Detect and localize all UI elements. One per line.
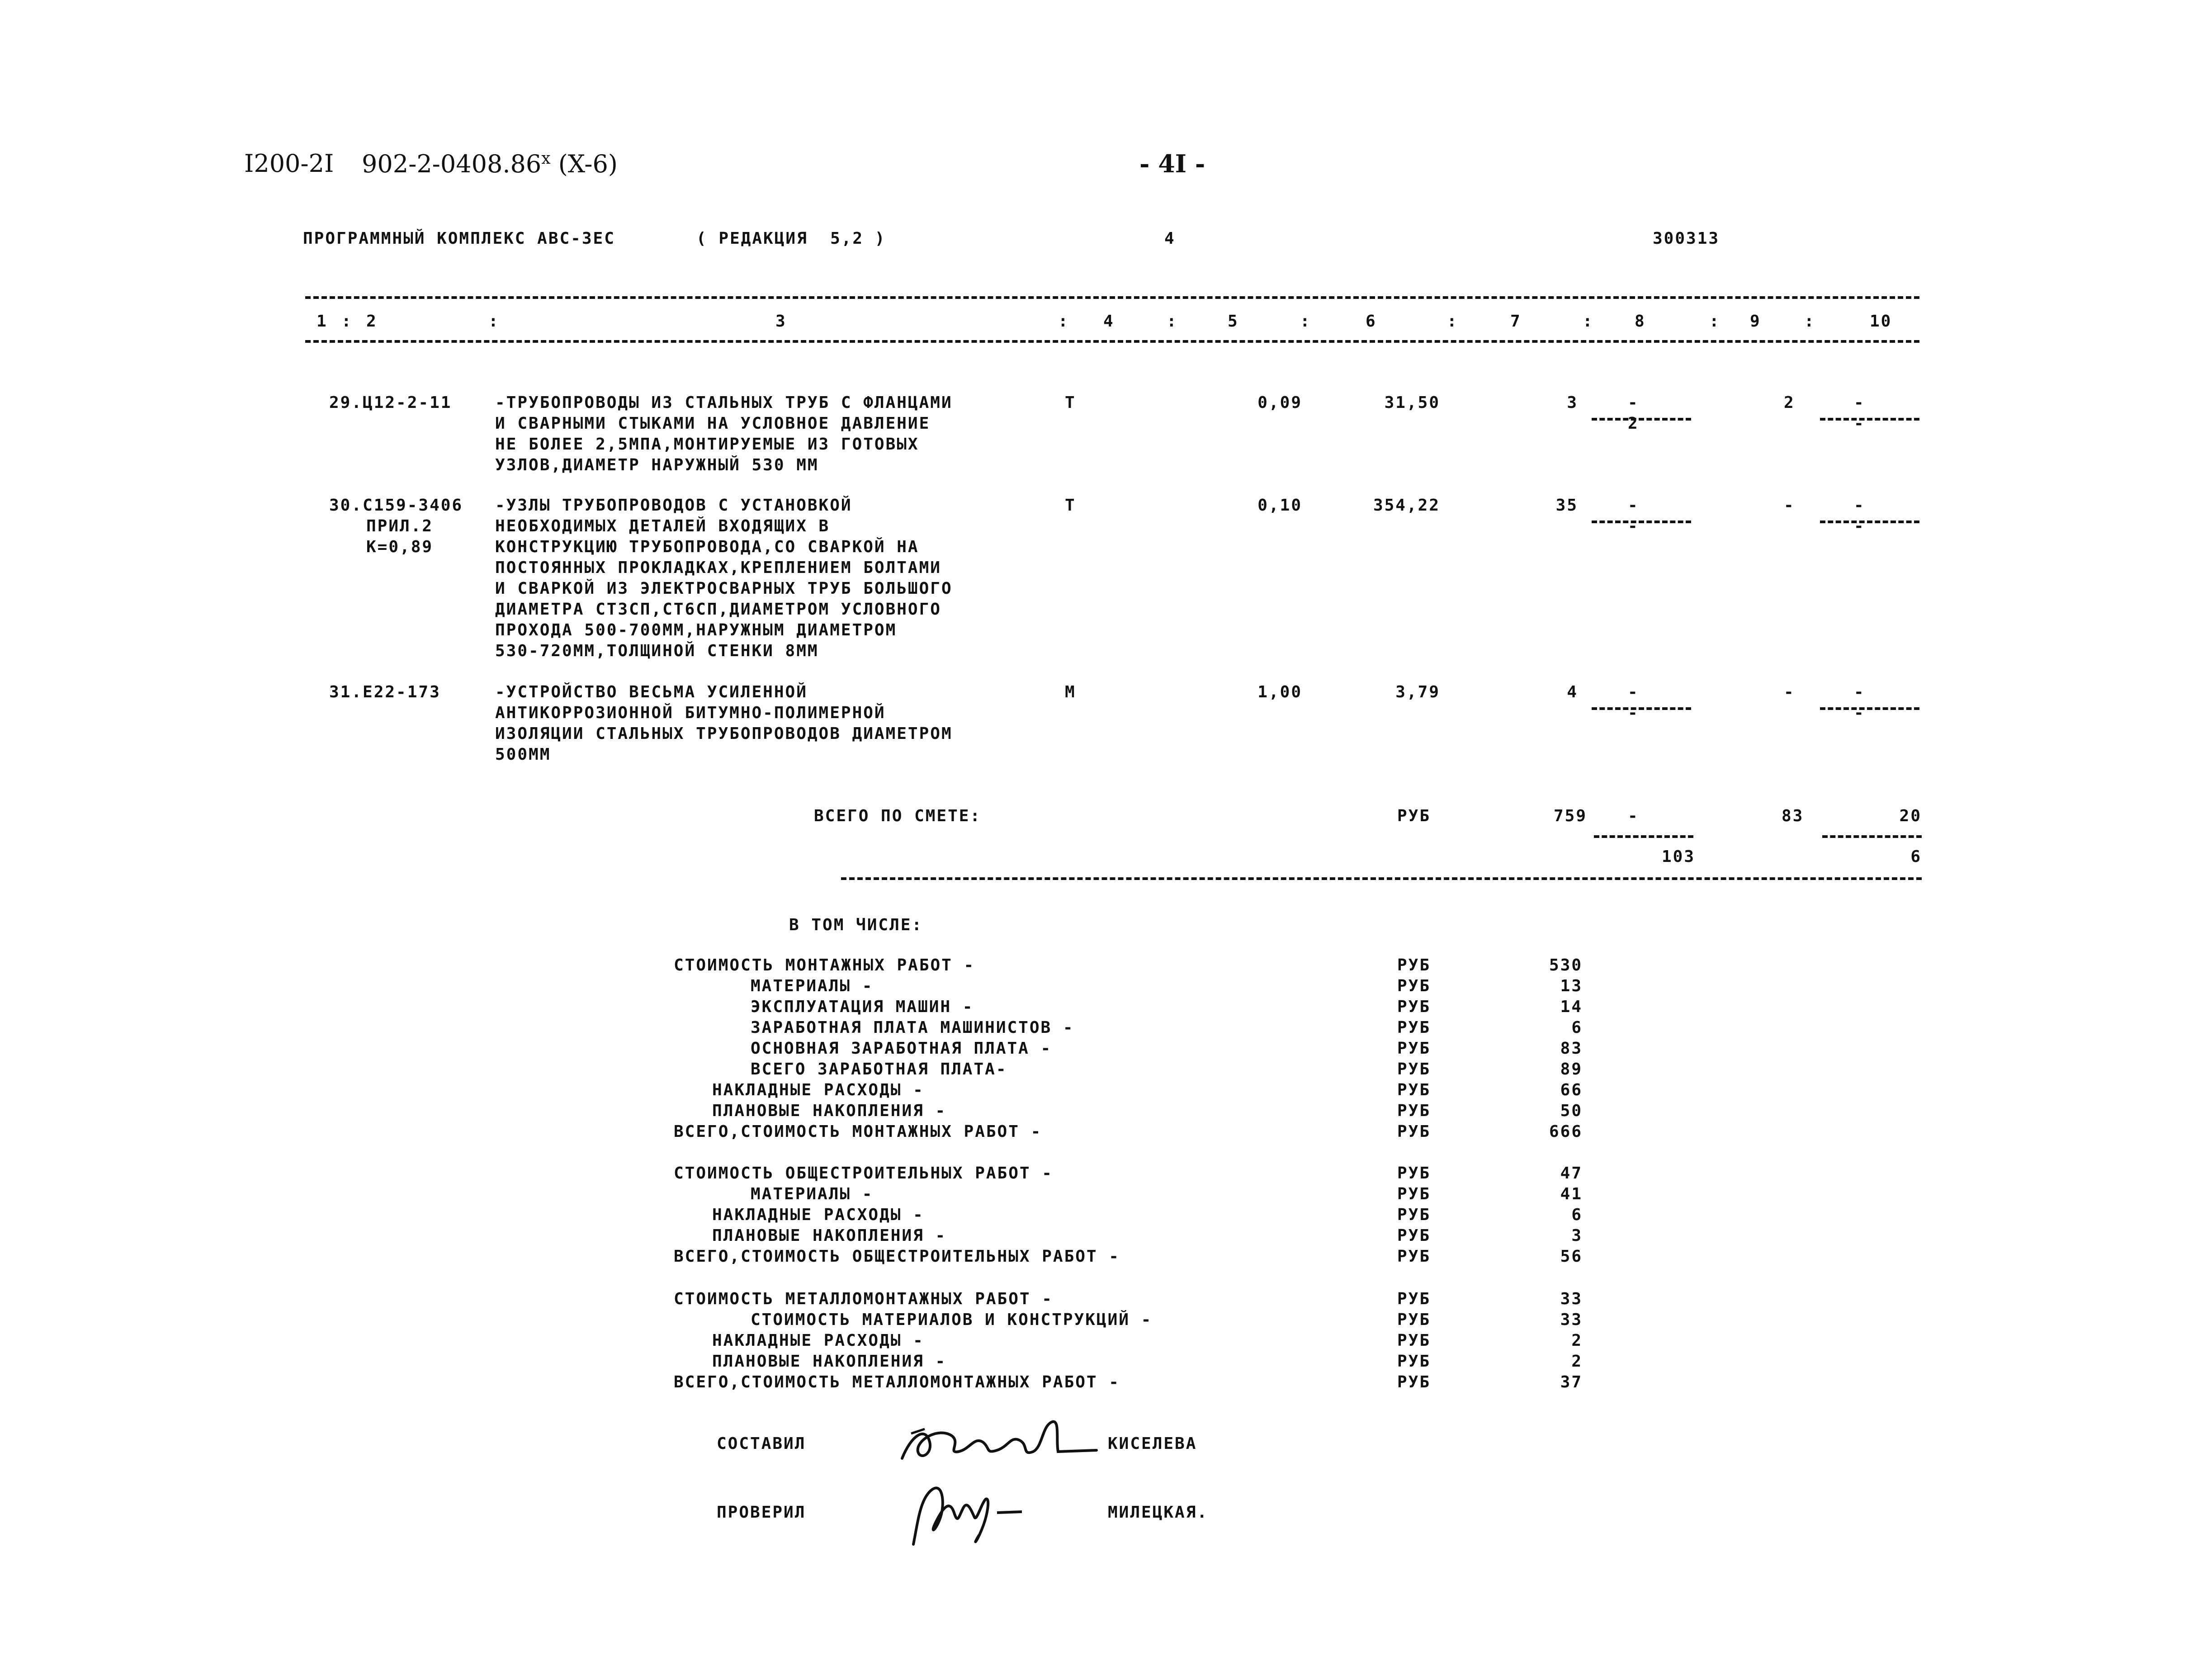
- row-description-line: НЕОБХОДИМЫХ ДЕТАЛЕЙ ВХОДЯЩИХ В: [495, 517, 830, 535]
- row-col10: -: [1854, 496, 1865, 515]
- total-bottom-divider: [841, 877, 1922, 880]
- row-col10-divider: [1820, 418, 1919, 421]
- row-description-line: И СВАРНЫМИ СТЫКАМИ НА УСЛОВНОЕ ДАВЛЕНИЕ: [495, 414, 931, 433]
- breakdown-unit: РУБ: [1397, 1226, 1431, 1245]
- row-col10-divider: [1820, 707, 1919, 710]
- breakdown-unit: РУБ: [1397, 1311, 1431, 1329]
- breakdown-value: 37: [1560, 1373, 1583, 1391]
- checked-signature-image: [904, 1472, 1040, 1553]
- breakdown-label: ПЛАНОВЫЕ НАКОПЛЕНИЯ -: [712, 1352, 947, 1371]
- breakdown-unit: РУБ: [1397, 998, 1431, 1016]
- row-col10-low: -: [1854, 414, 1865, 433]
- row-col10: -: [1854, 393, 1865, 412]
- total-col10: 20: [1899, 807, 1922, 825]
- breakdown-value: 6: [1571, 1018, 1583, 1037]
- compiled-signature-image: [893, 1409, 1106, 1472]
- row-description-line: КОНСТРУКЦИЮ ТРУБОПРОВОДА,СО СВАРКОЙ НА: [495, 538, 919, 556]
- breakdown-value: 41: [1560, 1185, 1583, 1203]
- row-description-line: И СВАРКОЙ ИЗ ЭЛЕКТРОСВАРНЫХ ТРУБ БОЛЬШОГО: [495, 579, 953, 598]
- breakdown-title: В ТОМ ЧИСЛЕ:: [789, 916, 923, 934]
- breakdown-unit: РУБ: [1397, 1081, 1431, 1099]
- row-col9: -: [1784, 683, 1795, 701]
- row-price: 31,50: [1384, 393, 1440, 412]
- column-separator: :: [1583, 312, 1594, 331]
- breakdown-unit: РУБ: [1397, 1102, 1431, 1120]
- total-col7: 759: [1553, 807, 1587, 825]
- column-separator: :: [1058, 312, 1069, 331]
- breakdown-unit: РУБ: [1397, 1185, 1431, 1203]
- column-header-3: 3: [775, 312, 787, 331]
- breakdown-label: ВСЕГО,СТОИМОСТЬ МЕТАЛЛОМОНТАЖНЫХ РАБОТ -: [674, 1373, 1120, 1391]
- breakdown-label: СТОИМОСТЬ МЕТАЛЛОМОНТАЖНЫХ РАБОТ -: [674, 1290, 1053, 1308]
- column-header-1: 1: [317, 312, 328, 331]
- column-separator: :: [1167, 312, 1178, 331]
- page-number: - 4I -: [1139, 149, 1205, 178]
- row-quantity: 0,10: [1257, 496, 1302, 515]
- total-col8-divider: [1594, 835, 1693, 838]
- checked-name: МИЛЕЦКАЯ.: [1108, 1503, 1209, 1522]
- row-col7: 4: [1567, 683, 1578, 701]
- breakdown-label: ЭКСПЛУАТАЦИЯ МАШИН -: [751, 998, 974, 1016]
- breakdown-value: 2: [1571, 1331, 1583, 1350]
- breakdown-label: ЗАРАБОТНАЯ ПЛАТА МАШИНИСТОВ -: [751, 1018, 1074, 1037]
- total-col8-low: 103: [1662, 847, 1696, 866]
- breakdown-value: 66: [1560, 1081, 1583, 1099]
- program-page: 4: [1164, 229, 1176, 248]
- breakdown-unit: РУБ: [1397, 1373, 1431, 1391]
- column-header-2: 2: [366, 312, 378, 331]
- row-description-line: УЗЛОВ,ДИАМЕТР НАРУЖНЫЙ 530 ММ: [495, 456, 819, 474]
- breakdown-value: 50: [1560, 1102, 1583, 1120]
- breakdown-value: 33: [1560, 1311, 1583, 1329]
- program-edition: ( РЕДАКЦИЯ 5,2 ): [696, 229, 886, 248]
- header-top-divider: [305, 296, 1919, 299]
- column-header-8: 8: [1635, 312, 1646, 331]
- row-description-line: -ТРУБОПРОВОДЫ ИЗ СТАЛЬНЫХ ТРУБ С ФЛАНЦАМИ: [495, 393, 953, 412]
- row-description-line: АНТИКОРРОЗИОННОЙ БИТУМНО-ПОЛИМЕРНОЙ: [495, 704, 886, 722]
- row-col10-low: -: [1854, 704, 1865, 722]
- row-description-line: ИЗОЛЯЦИИ СТАЛЬНЫХ ТРУБОПРОВОДОВ ДИАМЕТРОМ: [495, 724, 953, 743]
- total-col9: 83: [1782, 807, 1804, 825]
- breakdown-value: 530: [1549, 956, 1583, 975]
- row-number-note: ПРИЛ.2: [366, 517, 434, 535]
- breakdown-label: ВСЕГО,СТОИМОСТЬ ОБЩЕСТРОИТЕЛЬНЫХ РАБОТ -: [674, 1247, 1120, 1266]
- breakdown-label: НАКЛАДНЫЕ РАСХОДЫ -: [712, 1331, 924, 1350]
- column-header-10: 10: [1870, 312, 1892, 331]
- row-col10: -: [1854, 683, 1865, 701]
- breakdown-value: 666: [1549, 1122, 1583, 1141]
- column-header-6: 6: [1366, 312, 1377, 331]
- breakdown-label: НАКЛАДНЫЕ РАСХОДЫ -: [712, 1081, 924, 1099]
- row-col8-low: -: [1628, 704, 1639, 722]
- breakdown-value: 47: [1560, 1164, 1583, 1183]
- row-col10-divider: [1820, 520, 1919, 523]
- header-bottom-divider: [305, 340, 1919, 343]
- row-col9: 2: [1784, 393, 1795, 412]
- row-quantity: 1,00: [1257, 683, 1302, 701]
- breakdown-unit: РУБ: [1397, 1164, 1431, 1183]
- column-separator: :: [1709, 312, 1720, 331]
- row-description-line: ДИАМЕТРА СТ3СП,СТ6СП,ДИАМЕТРОМ УСЛОВНОГО: [495, 600, 941, 619]
- row-col8-low: 2: [1628, 414, 1639, 433]
- breakdown-unit: РУБ: [1397, 1018, 1431, 1037]
- breakdown-unit: РУБ: [1397, 1060, 1431, 1079]
- breakdown-value: 6: [1571, 1206, 1583, 1224]
- row-col8-divider: [1592, 520, 1691, 523]
- row-number: 29.Ц12-2-11: [329, 393, 452, 412]
- column-separator: :: [1804, 312, 1815, 331]
- column-separator: :: [1447, 312, 1458, 331]
- row-number-note: К=0,89: [366, 538, 434, 556]
- row-description-line: НЕ БОЛЕЕ 2,5МПА,МОНТИРУЕМЫЕ ИЗ ГОТОВЫХ: [495, 435, 919, 454]
- row-quantity: 0,09: [1257, 393, 1302, 412]
- breakdown-unit: РУБ: [1397, 1352, 1431, 1371]
- compiled-name: КИСЕЛЕВА: [1108, 1434, 1197, 1453]
- breakdown-label: ОСНОВНАЯ ЗАРАБОТНАЯ ПЛАТА -: [751, 1039, 1052, 1058]
- breakdown-value: 13: [1560, 977, 1583, 995]
- row-price: 354,22: [1373, 496, 1440, 515]
- breakdown-unit: РУБ: [1397, 1206, 1431, 1224]
- column-header-4: 4: [1103, 312, 1115, 331]
- project-code-suffix: (X-6): [558, 150, 618, 178]
- breakdown-value: 2: [1571, 1352, 1583, 1371]
- breakdown-unit: РУБ: [1397, 956, 1431, 975]
- breakdown-value: 56: [1560, 1247, 1583, 1266]
- breakdown-value: 89: [1560, 1060, 1583, 1079]
- column-header-9: 9: [1750, 312, 1761, 331]
- total-col10-low: 6: [1910, 847, 1922, 866]
- column-header-7: 7: [1510, 312, 1522, 331]
- breakdown-label: ВСЕГО,СТОИМОСТЬ МОНТАЖНЫХ РАБОТ -: [674, 1122, 1042, 1141]
- breakdown-unit: РУБ: [1397, 1122, 1431, 1141]
- row-col8: -: [1628, 496, 1639, 515]
- row-col8-divider: [1592, 707, 1691, 710]
- row-col8: -: [1628, 683, 1639, 701]
- breakdown-value: 3: [1571, 1226, 1583, 1245]
- row-description-line: 500ММ: [495, 745, 551, 764]
- program-code: 300313: [1653, 229, 1720, 248]
- row-number: 31.Е22-173: [329, 683, 441, 701]
- breakdown-label: ПЛАНОВЫЕ НАКОПЛЕНИЯ -: [712, 1102, 947, 1120]
- row-description-line: -УСТРОЙСТВО ВЕСЬМА УСИЛЕННОЙ: [495, 683, 808, 701]
- program-title: ПРОГРАММНЫЙ КОМПЛЕКС АВС-3ЕС: [303, 229, 615, 248]
- total-col8: -: [1628, 807, 1639, 825]
- row-unit: Т: [1065, 496, 1076, 515]
- row-col8-low: -: [1628, 517, 1639, 535]
- breakdown-unit: РУБ: [1397, 977, 1431, 995]
- breakdown-unit: РУБ: [1397, 1331, 1431, 1350]
- row-col7: 3: [1567, 393, 1578, 412]
- checked-label: ПРОВЕРИЛ: [717, 1503, 806, 1522]
- column-separator: :: [1300, 312, 1311, 331]
- column-separator: :: [341, 312, 353, 331]
- row-col9: -: [1784, 496, 1795, 515]
- compiled-label: СОСТАВИЛ: [717, 1434, 806, 1453]
- breakdown-label: ПЛАНОВЫЕ НАКОПЛЕНИЯ -: [712, 1226, 947, 1245]
- project-code: [362, 149, 618, 178]
- breakdown-label: СТОИМОСТЬ МОНТАЖНЫХ РАБОТ -: [674, 956, 975, 975]
- breakdown-label: НАКЛАДНЫЕ РАСХОДЫ -: [712, 1206, 924, 1224]
- total-label: ВСЕГО ПО СМЕТЕ:: [814, 807, 982, 825]
- row-col7: 35: [1555, 496, 1578, 515]
- sheet-code: I200-2I: [244, 149, 334, 178]
- row-col8: -: [1628, 393, 1639, 412]
- row-unit: М: [1065, 683, 1076, 701]
- row-description-line: ПОСТОЯННЫХ ПРОКЛАДКАХ,КРЕПЛЕНИЕМ БОЛТАМИ: [495, 558, 941, 577]
- row-col10-low: -: [1854, 517, 1865, 535]
- column-separator: :: [488, 312, 500, 331]
- row-description-line: -УЗЛЫ ТРУБОПРОВОДОВ С УСТАНОВКОЙ: [495, 496, 852, 515]
- breakdown-label: СТОИМОСТЬ ОБЩЕСТРОИТЕЛЬНЫХ РАБОТ -: [674, 1164, 1053, 1183]
- breakdown-label: СТОИМОСТЬ МАТЕРИАЛОВ И КОНСТРУКЦИЙ -: [751, 1311, 1153, 1329]
- row-unit: Т: [1065, 393, 1076, 412]
- row-price: 3,79: [1395, 683, 1440, 701]
- row-description-line: ПРОХОДА 500-700ММ,НАРУЖНЫМ ДИАМЕТРОМ: [495, 621, 897, 639]
- project-code-superscript: x: [541, 149, 551, 168]
- row-number: 30.С159-3406: [329, 496, 463, 515]
- project-code-number: 902-2-0408.86: [362, 150, 542, 178]
- row-col8-divider: [1592, 418, 1691, 421]
- breakdown-label: МАТЕРИАЛЫ -: [751, 977, 874, 995]
- breakdown-unit: РУБ: [1397, 1290, 1431, 1308]
- breakdown-label: МАТЕРИАЛЫ -: [751, 1185, 874, 1203]
- breakdown-value: 83: [1560, 1039, 1583, 1058]
- breakdown-value: 33: [1560, 1290, 1583, 1308]
- total-unit: РУБ: [1397, 807, 1431, 825]
- breakdown-unit: РУБ: [1397, 1039, 1431, 1058]
- row-description-line: 530-720ММ,ТОЛЩИНОЙ СТЕНКИ 8ММ: [495, 642, 819, 660]
- breakdown-label: ВСЕГО ЗАРАБОТНАЯ ПЛАТА-: [751, 1060, 1007, 1079]
- breakdown-value: 14: [1560, 998, 1583, 1016]
- breakdown-unit: РУБ: [1397, 1247, 1431, 1266]
- column-header-5: 5: [1228, 312, 1239, 331]
- total-col10-divider: [1822, 835, 1922, 838]
